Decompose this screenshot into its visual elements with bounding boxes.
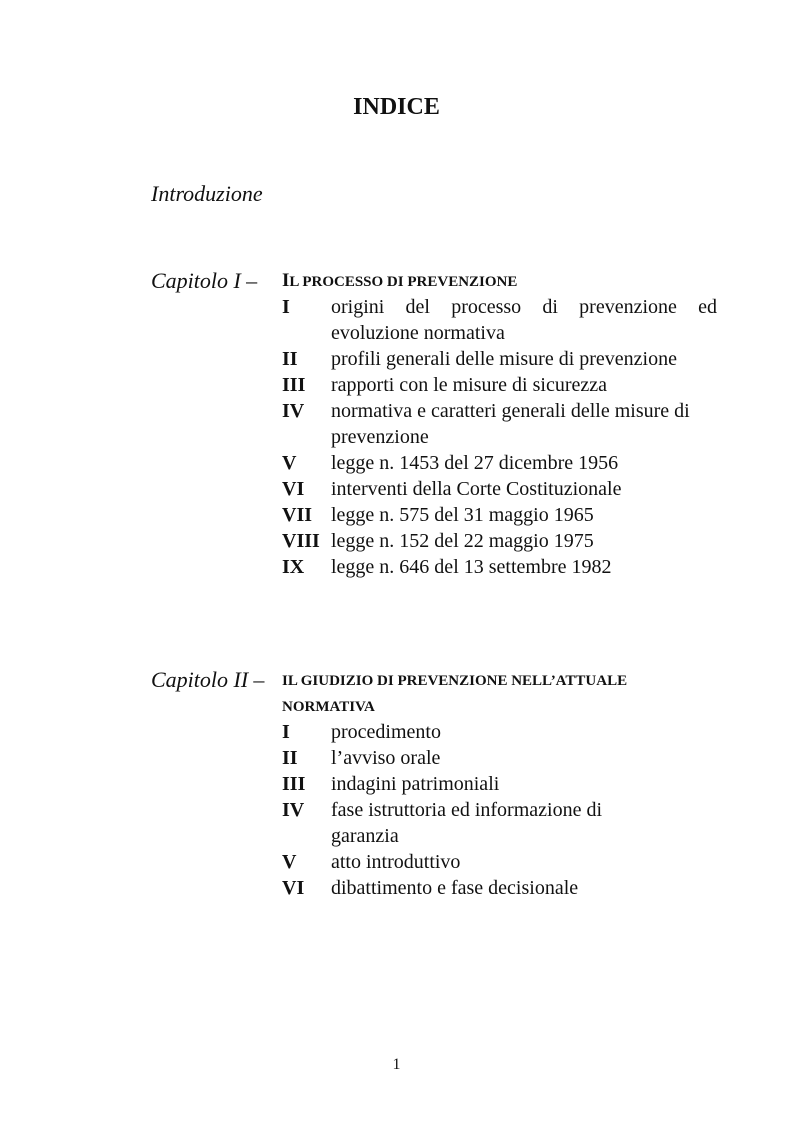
item-number: IV — [282, 799, 305, 821]
item-number: III — [282, 374, 306, 396]
item-text: interventi della Corte Costituzionale — [331, 478, 622, 500]
item-text: dibattimento e fase decisionale — [331, 877, 579, 899]
chapter-2 — [151, 667, 721, 901]
item-number: IX — [282, 556, 305, 578]
toc-item — [282, 502, 721, 528]
chapter-2-items — [282, 719, 721, 901]
item-number: I — [282, 296, 290, 318]
item-text: rapporti con le misure di sicurezza — [331, 374, 607, 396]
toc-item — [282, 745, 721, 771]
item-number: II — [282, 348, 298, 370]
toc-item — [282, 294, 721, 346]
item-number: VII — [282, 504, 313, 526]
toc-item — [282, 554, 721, 580]
item-text: l’avviso orale — [331, 747, 441, 769]
item-number: V — [282, 851, 297, 873]
chapter-2-label: Capitolo II — [151, 667, 249, 692]
item-text: normativa e caratteri generali delle misure di prevenzione — [331, 400, 690, 448]
chapter-1-label: Capitolo I — [151, 268, 241, 293]
toc-item — [282, 771, 721, 797]
chapter-2-title — [282, 667, 712, 720]
item-number: IV — [282, 400, 305, 422]
toc-item — [282, 346, 721, 372]
chapter-1-title — [282, 268, 722, 295]
item-text: legge n. 646 del 13 settembre 1982 — [331, 556, 612, 578]
item-number: III — [282, 773, 306, 795]
chapter-2-dash: – — [253, 667, 265, 692]
toc-item — [282, 372, 721, 398]
item-number: VI — [282, 478, 305, 500]
item-number: VIII — [282, 530, 320, 552]
toc-item — [282, 476, 721, 502]
toc-item — [282, 398, 721, 450]
item-number: VI — [282, 877, 305, 899]
chapter-1-dash: – — [246, 268, 258, 293]
intro-entry: Introduzione — [151, 181, 263, 206]
page-title: INDICE — [353, 94, 440, 120]
chapter-1 — [151, 268, 721, 580]
item-number: I — [282, 721, 290, 743]
item-text: legge n. 152 del 22 maggio 1975 — [331, 530, 594, 552]
item-text: atto introduttivo — [331, 851, 461, 873]
item-text: procedimento — [331, 721, 441, 743]
item-text: profili generali delle misure di prevenzione — [331, 348, 677, 370]
chapter-2-heading — [151, 667, 721, 719]
toc-item — [282, 875, 721, 901]
toc-item — [282, 450, 721, 476]
chapter-1-title-initial: I — [282, 270, 290, 291]
toc-item — [282, 719, 721, 745]
item-text: legge n. 575 del 31 maggio 1965 — [331, 504, 594, 526]
page-number: 1 — [392, 1056, 401, 1073]
toc-item — [282, 849, 721, 875]
chapter-2-title-rest: IL GIUDIZIO DI PREVENZIONE NELL’ATTUALE NORMATIVA — [282, 673, 628, 715]
chapter-1-items — [282, 294, 721, 580]
toc-item — [282, 797, 721, 849]
item-text: legge n. 1453 del 27 dicembre 1956 — [331, 452, 619, 474]
item-text: indagini patrimoniali — [331, 773, 500, 795]
chapter-1-title-rest: L PROCESSO DI PREVENZIONE — [289, 274, 518, 290]
chapter-1-heading — [151, 268, 721, 294]
item-text: origini del processo di prevenzione ed evoluzione normativa — [331, 296, 717, 344]
item-text: fase istruttoria ed informazione di garanzia — [331, 799, 603, 847]
item-number: V — [282, 452, 297, 474]
toc-item — [282, 528, 721, 554]
item-number: II — [282, 747, 298, 769]
